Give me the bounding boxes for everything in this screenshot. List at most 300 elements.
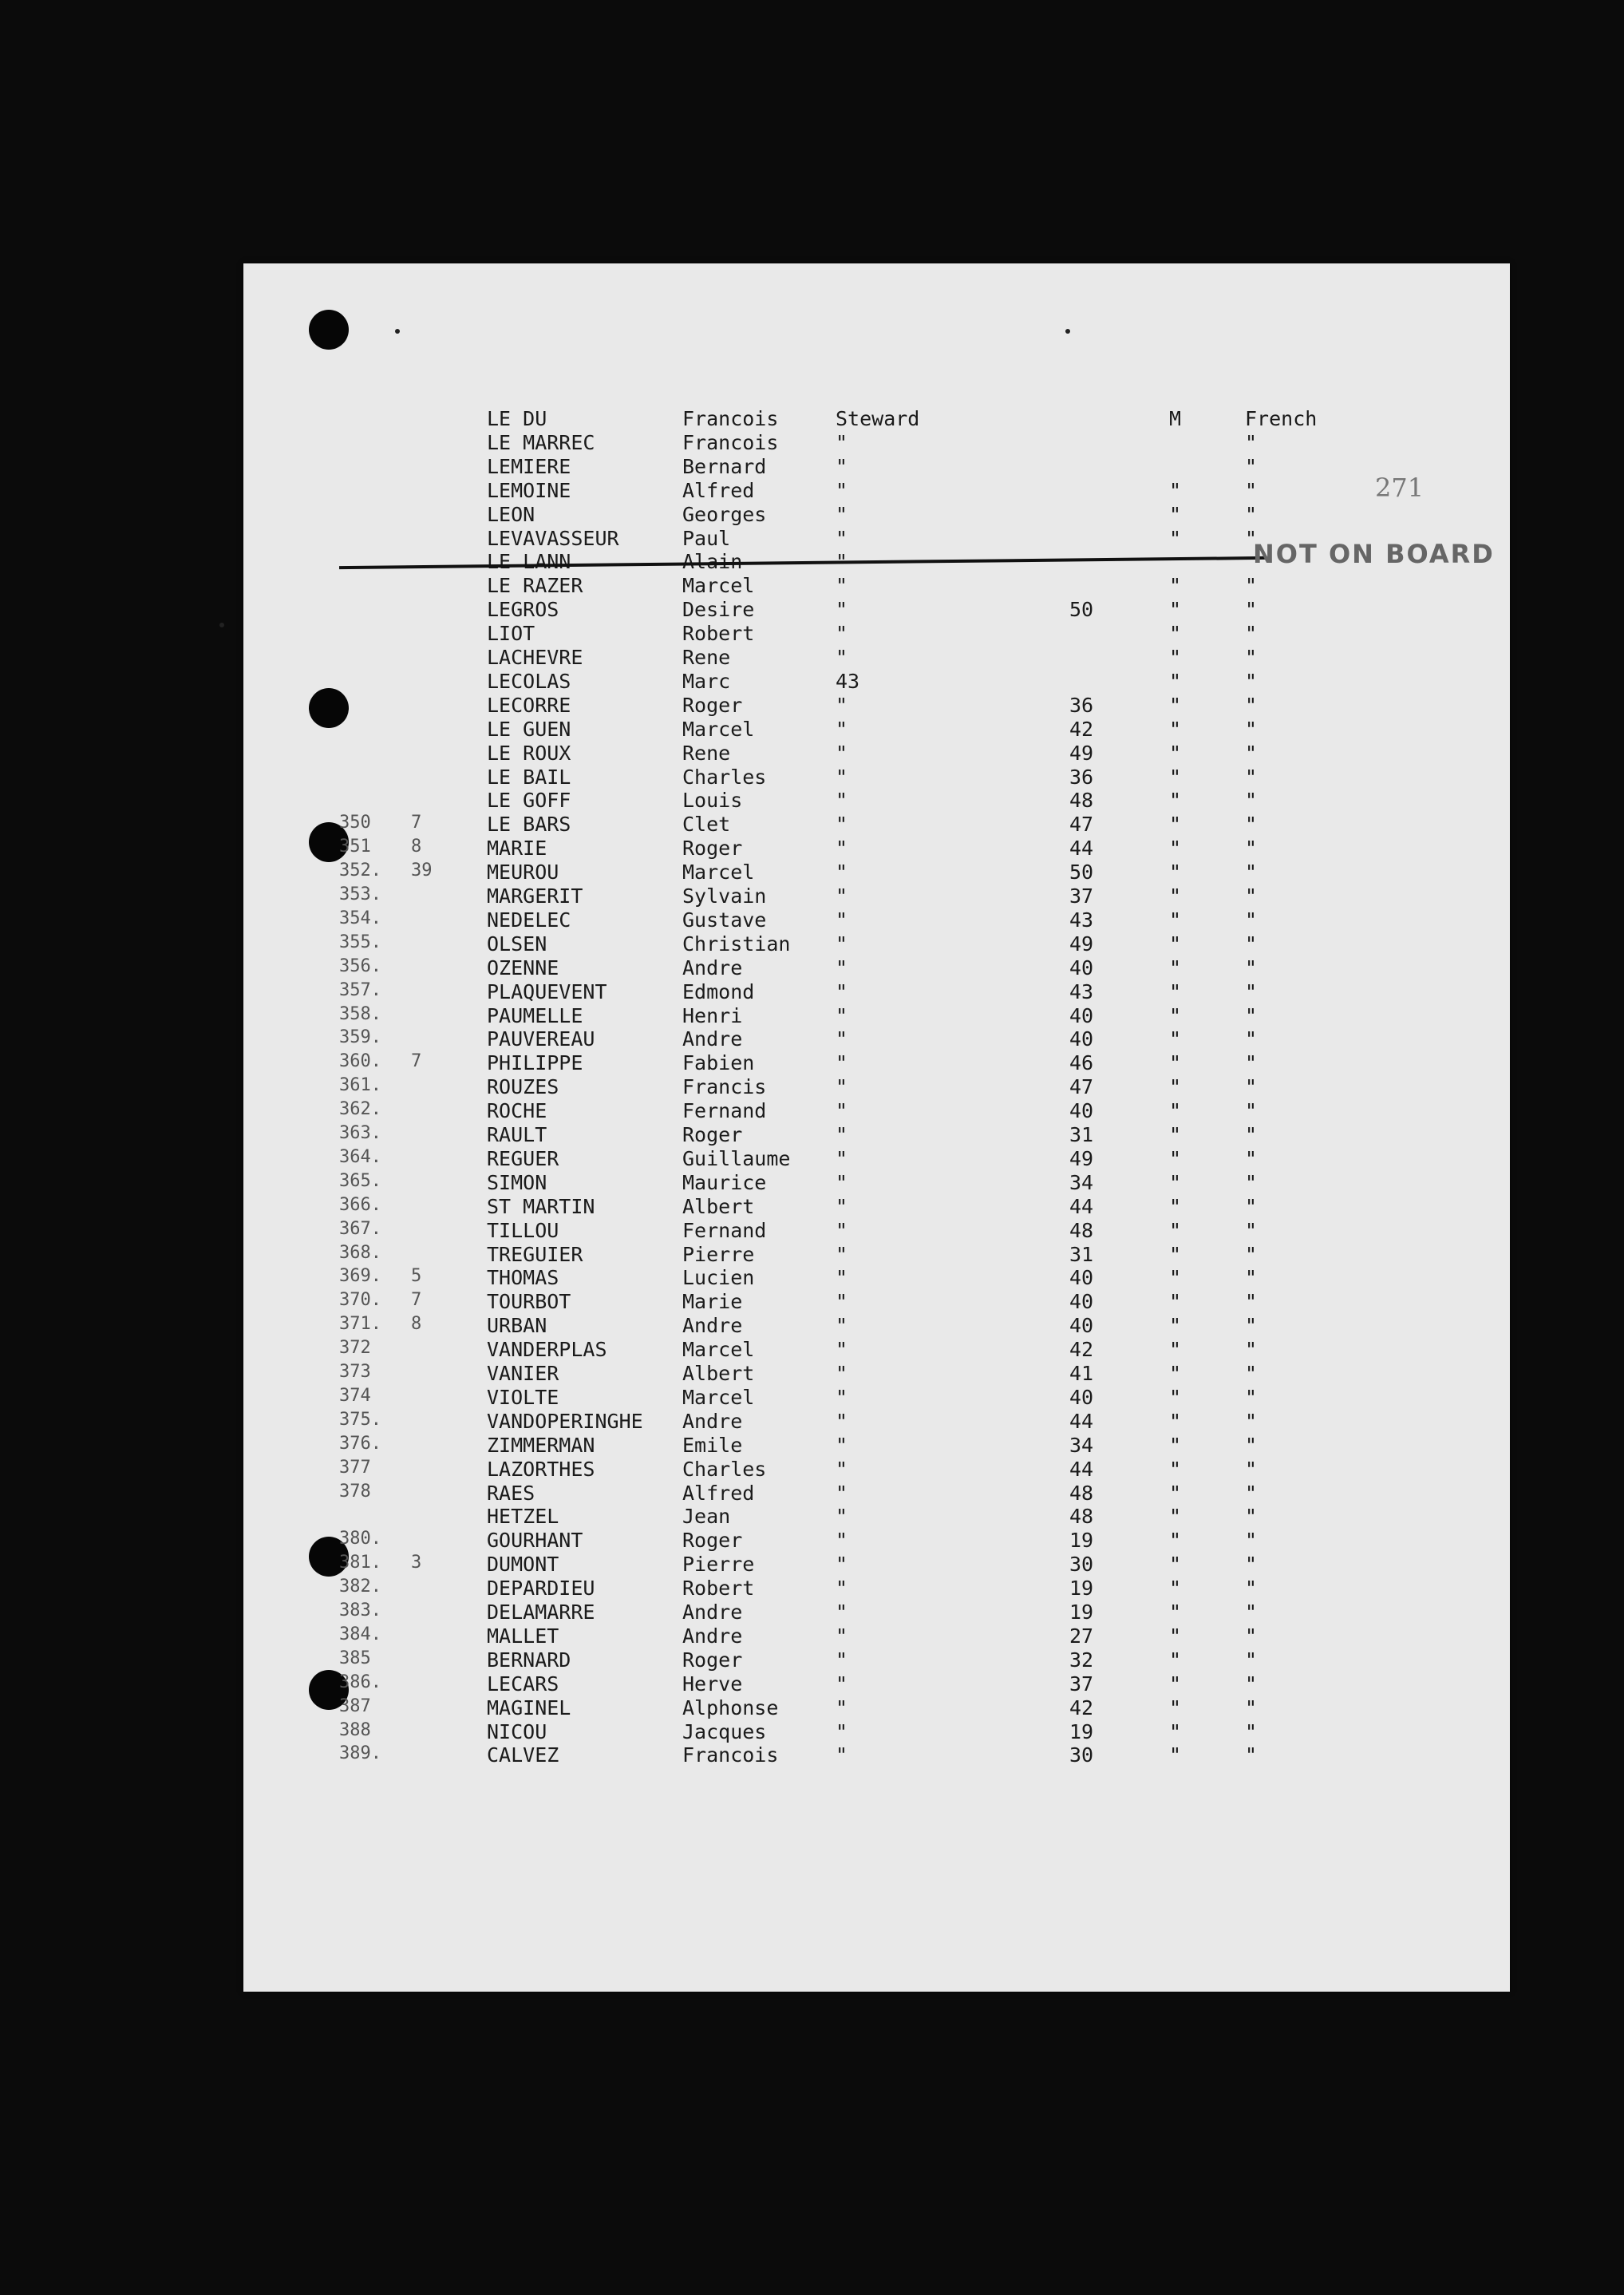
surname: ROCHE bbox=[487, 1099, 547, 1123]
sex: " bbox=[1169, 1051, 1182, 1075]
surname: LEON bbox=[487, 502, 535, 526]
list-row bbox=[243, 1171, 1510, 1194]
sex: M bbox=[1169, 407, 1182, 430]
list-row bbox=[243, 837, 1510, 860]
entry-number: 363. bbox=[339, 1123, 381, 1143]
occupation: " bbox=[836, 1696, 848, 1719]
age: 27 bbox=[1069, 1624, 1094, 1648]
surname: LE LANN bbox=[487, 550, 571, 574]
entry-number: 360. bbox=[339, 1051, 381, 1072]
occupation: " bbox=[836, 1051, 848, 1075]
first-name: Marcel bbox=[682, 861, 755, 884]
entry-number: 358. bbox=[339, 1003, 381, 1024]
occupation: " bbox=[836, 430, 848, 454]
nationality: " bbox=[1245, 979, 1258, 1003]
nationality: " bbox=[1245, 717, 1258, 741]
age: 40 bbox=[1069, 1003, 1094, 1027]
surname: DELAMARRE bbox=[487, 1601, 595, 1624]
entry-number: 361. bbox=[339, 1075, 381, 1096]
entry-number: 350 bbox=[339, 813, 371, 833]
occupation: " bbox=[836, 1290, 848, 1314]
age: 44 bbox=[1069, 1409, 1094, 1433]
first-name: Lucien bbox=[682, 1266, 755, 1290]
nationality: " bbox=[1245, 1433, 1258, 1457]
list-row bbox=[243, 1505, 1510, 1528]
surname: VIOLTE bbox=[487, 1385, 559, 1409]
entry-number: 359. bbox=[339, 1027, 381, 1048]
first-name: Bernard bbox=[682, 454, 767, 478]
list-row bbox=[243, 1648, 1510, 1672]
list-row bbox=[243, 1290, 1510, 1313]
nationality: " bbox=[1245, 693, 1258, 717]
first-name: Robert bbox=[682, 1577, 755, 1601]
entry-number: 368. bbox=[339, 1242, 381, 1263]
list-row bbox=[243, 1672, 1510, 1696]
entry-number: 374 bbox=[339, 1385, 371, 1406]
list-row bbox=[243, 431, 1510, 454]
occupation: " bbox=[836, 478, 848, 502]
first-name: Fabien bbox=[682, 1051, 755, 1075]
sex: " bbox=[1169, 1696, 1182, 1719]
sex: " bbox=[1169, 1577, 1182, 1601]
first-name: Jean bbox=[682, 1505, 731, 1529]
list-row bbox=[243, 1410, 1510, 1433]
sex: " bbox=[1169, 1170, 1182, 1194]
surname: LE GOFF bbox=[487, 789, 571, 813]
sex: " bbox=[1169, 813, 1182, 837]
sex: " bbox=[1169, 669, 1182, 693]
sex: " bbox=[1169, 1624, 1182, 1648]
list-row bbox=[243, 884, 1510, 908]
nationality: " bbox=[1245, 1529, 1258, 1553]
first-name: Jacques bbox=[682, 1719, 767, 1743]
first-name: Andre bbox=[682, 956, 743, 979]
surname: LACHEVRE bbox=[487, 646, 583, 669]
sex: " bbox=[1169, 1743, 1182, 1767]
surname: ROUZES bbox=[487, 1075, 559, 1099]
sex: " bbox=[1169, 574, 1182, 598]
occupation: " bbox=[836, 1433, 848, 1457]
list-row bbox=[243, 813, 1510, 836]
nationality: " bbox=[1245, 1648, 1258, 1672]
list-row bbox=[243, 932, 1510, 956]
nationality: " bbox=[1245, 502, 1258, 526]
list-row bbox=[243, 718, 1510, 741]
surname: MARGERIT bbox=[487, 884, 583, 908]
sex: " bbox=[1169, 956, 1182, 979]
sex: " bbox=[1169, 478, 1182, 502]
entry-number: 377 bbox=[339, 1457, 371, 1478]
list-row bbox=[243, 1314, 1510, 1337]
surname: LE BARS bbox=[487, 813, 571, 837]
nationality: " bbox=[1245, 478, 1258, 502]
age: 49 bbox=[1069, 932, 1094, 956]
sex: " bbox=[1169, 598, 1182, 622]
occupation: " bbox=[836, 1075, 848, 1099]
sex: " bbox=[1169, 1529, 1182, 1553]
surname: LE MARREC bbox=[487, 430, 595, 454]
list-row bbox=[243, 622, 1510, 645]
list-row bbox=[243, 670, 1510, 693]
entry-number: 370. bbox=[339, 1290, 381, 1311]
nationality: " bbox=[1245, 1123, 1258, 1146]
nationality: " bbox=[1245, 789, 1258, 813]
list-row bbox=[243, 1195, 1510, 1218]
nationality: " bbox=[1245, 1481, 1258, 1505]
first-name: Henri bbox=[682, 1003, 743, 1027]
surname: LE DU bbox=[487, 407, 547, 430]
nationality: " bbox=[1245, 1290, 1258, 1314]
surname: MARIE bbox=[487, 837, 547, 861]
entry-number: 372 bbox=[339, 1338, 371, 1359]
entry-number: 389. bbox=[339, 1743, 381, 1764]
nationality: " bbox=[1245, 454, 1258, 478]
nationality: " bbox=[1245, 1505, 1258, 1529]
nationality: " bbox=[1245, 526, 1258, 550]
entry-number: 354. bbox=[339, 908, 381, 928]
first-name: Paul bbox=[682, 526, 731, 550]
occupation: " bbox=[836, 1266, 848, 1290]
sex: " bbox=[1169, 932, 1182, 956]
first-name: Andre bbox=[682, 1624, 743, 1648]
age: 48 bbox=[1069, 1218, 1094, 1242]
nationality: " bbox=[1245, 1218, 1258, 1242]
first-name: Andre bbox=[682, 1314, 743, 1338]
first-name: Emile bbox=[682, 1433, 743, 1457]
sex: " bbox=[1169, 741, 1182, 765]
entry-number: 369. bbox=[339, 1266, 381, 1287]
nationality: " bbox=[1245, 956, 1258, 979]
age: 50 bbox=[1069, 598, 1094, 622]
nationality: " bbox=[1245, 908, 1258, 932]
entry-number: 353. bbox=[339, 884, 381, 904]
nationality: " bbox=[1245, 837, 1258, 861]
entry-number: 356. bbox=[339, 956, 381, 976]
age: 50 bbox=[1069, 861, 1094, 884]
occupation: Steward bbox=[836, 407, 920, 430]
entry-number: 352. bbox=[339, 861, 381, 881]
occupation: " bbox=[836, 574, 848, 598]
nationality: " bbox=[1245, 1338, 1258, 1362]
first-name: Louis bbox=[682, 789, 743, 813]
list-row bbox=[243, 694, 1510, 717]
sex: " bbox=[1169, 1003, 1182, 1027]
nationality: " bbox=[1245, 1409, 1258, 1433]
sequence-mark: 5 bbox=[411, 1266, 422, 1287]
age: 42 bbox=[1069, 717, 1094, 741]
occupation: " bbox=[836, 1146, 848, 1170]
list-row bbox=[243, 956, 1510, 979]
first-name: Albert bbox=[682, 1362, 755, 1385]
nationality: " bbox=[1245, 1170, 1258, 1194]
age: 19 bbox=[1069, 1601, 1094, 1624]
list-row bbox=[243, 407, 1510, 430]
first-name: Roger bbox=[682, 693, 743, 717]
occupation: " bbox=[836, 932, 848, 956]
sex: " bbox=[1169, 1290, 1182, 1314]
nationality: " bbox=[1245, 1003, 1258, 1027]
entry-number: 388 bbox=[339, 1719, 371, 1740]
sex: " bbox=[1169, 1194, 1182, 1218]
sex: " bbox=[1169, 1409, 1182, 1433]
age: 40 bbox=[1069, 1266, 1094, 1290]
nationality: " bbox=[1245, 574, 1258, 598]
surname: LEMOINE bbox=[487, 478, 571, 502]
surname: NICOU bbox=[487, 1719, 547, 1743]
sex: " bbox=[1169, 693, 1182, 717]
first-name: Fernand bbox=[682, 1099, 767, 1123]
list-row bbox=[243, 1099, 1510, 1122]
age: 47 bbox=[1069, 1075, 1094, 1099]
surname: HETZEL bbox=[487, 1505, 559, 1529]
surname: TILLOU bbox=[487, 1218, 559, 1242]
list-row bbox=[243, 908, 1510, 932]
sex: " bbox=[1169, 1481, 1182, 1505]
entry-number: 375. bbox=[339, 1409, 381, 1430]
entry-number: 385 bbox=[339, 1648, 371, 1668]
nationality: French bbox=[1245, 407, 1318, 430]
occupation: " bbox=[836, 1743, 848, 1767]
sex: " bbox=[1169, 837, 1182, 861]
list-row bbox=[243, 789, 1510, 812]
nationality: " bbox=[1245, 1075, 1258, 1099]
occupation: " bbox=[836, 1338, 848, 1362]
sex: " bbox=[1169, 1338, 1182, 1362]
age: 47 bbox=[1069, 813, 1094, 837]
occupation: " bbox=[836, 1529, 848, 1553]
first-name: Desire bbox=[682, 598, 755, 622]
sex: " bbox=[1169, 979, 1182, 1003]
surname: LE BAIL bbox=[487, 765, 571, 789]
list-row bbox=[243, 1075, 1510, 1098]
surname: VANDOPERINGHE bbox=[487, 1409, 643, 1433]
age: 37 bbox=[1069, 1672, 1094, 1696]
nationality: " bbox=[1245, 1457, 1258, 1481]
sex: " bbox=[1169, 1242, 1182, 1266]
sex: " bbox=[1169, 1075, 1182, 1099]
first-name: Francois bbox=[682, 430, 779, 454]
nationality: " bbox=[1245, 1601, 1258, 1624]
list-row bbox=[243, 1720, 1510, 1743]
nationality: " bbox=[1245, 622, 1258, 646]
surname: LAZORTHES bbox=[487, 1457, 595, 1481]
surname: URBAN bbox=[487, 1314, 547, 1338]
age: 19 bbox=[1069, 1719, 1094, 1743]
sex: " bbox=[1169, 1433, 1182, 1457]
list-row bbox=[243, 1243, 1510, 1266]
surname: RAES bbox=[487, 1481, 535, 1505]
first-name: Charles bbox=[682, 765, 767, 789]
list-row bbox=[243, 1743, 1510, 1767]
sex: " bbox=[1169, 765, 1182, 789]
sequence-mark: 7 bbox=[411, 1290, 422, 1311]
occupation: " bbox=[836, 1672, 848, 1696]
surname: LECORRE bbox=[487, 693, 571, 717]
surname: GOURHANT bbox=[487, 1529, 583, 1553]
surname: PAUMELLE bbox=[487, 1003, 583, 1027]
nationality: " bbox=[1245, 1624, 1258, 1648]
first-name: Marcel bbox=[682, 574, 755, 598]
entry-number: 381. bbox=[339, 1553, 381, 1573]
surname: LE RAZER bbox=[487, 574, 583, 598]
age: 36 bbox=[1069, 765, 1094, 789]
entry-number: 387 bbox=[339, 1696, 371, 1716]
first-name: Marcel bbox=[682, 717, 755, 741]
surname: DUMONT bbox=[487, 1553, 559, 1577]
occupation: " bbox=[836, 1170, 848, 1194]
entry-number: 382. bbox=[339, 1577, 381, 1597]
list-row bbox=[243, 598, 1510, 621]
entry-number: 380. bbox=[339, 1529, 381, 1549]
nationality: " bbox=[1245, 1266, 1258, 1290]
age: 49 bbox=[1069, 1146, 1094, 1170]
nationality: " bbox=[1245, 1553, 1258, 1577]
nationality: " bbox=[1245, 1051, 1258, 1075]
surname: OZENNE bbox=[487, 956, 559, 979]
age: 32 bbox=[1069, 1648, 1094, 1672]
nationality: " bbox=[1245, 1385, 1258, 1409]
occupation: " bbox=[836, 1577, 848, 1601]
age: 40 bbox=[1069, 1027, 1094, 1051]
age: 40 bbox=[1069, 1290, 1094, 1314]
age: 49 bbox=[1069, 741, 1094, 765]
list-row bbox=[243, 1338, 1510, 1361]
first-name: Pierre bbox=[682, 1553, 755, 1577]
first-name: Georges bbox=[682, 502, 767, 526]
entry-number: 366. bbox=[339, 1194, 381, 1215]
occupation: " bbox=[836, 813, 848, 837]
surname: LECOLAS bbox=[487, 669, 571, 693]
sex: " bbox=[1169, 1457, 1182, 1481]
age: 43 bbox=[1069, 908, 1094, 932]
first-name: Roger bbox=[682, 837, 743, 861]
sex: " bbox=[1169, 789, 1182, 813]
surname: LEVAVASSEUR bbox=[487, 526, 619, 550]
list-row bbox=[243, 742, 1510, 765]
occupation: " bbox=[836, 1314, 848, 1338]
age: 19 bbox=[1069, 1529, 1094, 1553]
entry-number: 383. bbox=[339, 1601, 381, 1620]
first-name: Andre bbox=[682, 1027, 743, 1051]
occupation: " bbox=[836, 789, 848, 813]
occupation: " bbox=[836, 1123, 848, 1146]
nationality: " bbox=[1245, 1099, 1258, 1123]
document-page bbox=[243, 263, 1510, 1992]
first-name: Charles bbox=[682, 1457, 767, 1481]
speck bbox=[395, 329, 400, 334]
list-row bbox=[243, 1696, 1510, 1719]
age: 36 bbox=[1069, 693, 1094, 717]
surname: OLSEN bbox=[487, 932, 547, 956]
nationality: " bbox=[1245, 813, 1258, 837]
sex: " bbox=[1169, 1362, 1182, 1385]
occupation: " bbox=[836, 717, 848, 741]
sex: " bbox=[1169, 908, 1182, 932]
list-row bbox=[243, 1219, 1510, 1242]
entry-number: 355. bbox=[339, 932, 381, 952]
age: 41 bbox=[1069, 1362, 1094, 1385]
surname: RAULT bbox=[487, 1123, 547, 1146]
list-row bbox=[243, 503, 1510, 526]
entry-number: 376. bbox=[339, 1433, 381, 1454]
sex: " bbox=[1169, 1553, 1182, 1577]
first-name: Gustave bbox=[682, 908, 767, 932]
list-row bbox=[243, 1601, 1510, 1624]
surname: MALLET bbox=[487, 1624, 559, 1648]
age: 44 bbox=[1069, 837, 1094, 861]
entry-number: 378 bbox=[339, 1481, 371, 1502]
occupation: " bbox=[836, 979, 848, 1003]
list-row bbox=[243, 455, 1510, 478]
first-name: Francois bbox=[682, 1743, 779, 1767]
surname: THOMAS bbox=[487, 1266, 559, 1290]
first-name: Andre bbox=[682, 1409, 743, 1433]
occupation: " bbox=[836, 1003, 848, 1027]
entry-number: 367. bbox=[339, 1218, 381, 1239]
occupation: " bbox=[836, 693, 848, 717]
surname: ZIMMERMAN bbox=[487, 1433, 595, 1457]
age: 40 bbox=[1069, 1385, 1094, 1409]
age: 30 bbox=[1069, 1743, 1094, 1767]
first-name: Clet bbox=[682, 813, 731, 837]
occupation: " bbox=[836, 1457, 848, 1481]
nationality: " bbox=[1245, 884, 1258, 908]
first-name: Albert bbox=[682, 1194, 755, 1218]
occupation: " bbox=[836, 598, 848, 622]
sex: " bbox=[1169, 717, 1182, 741]
first-name: Andre bbox=[682, 1601, 743, 1624]
speck bbox=[1065, 329, 1070, 334]
nationality: " bbox=[1245, 1242, 1258, 1266]
first-name: Roger bbox=[682, 1648, 743, 1672]
surname: PHILIPPE bbox=[487, 1051, 583, 1075]
surname: NEDELEC bbox=[487, 908, 571, 932]
age: 42 bbox=[1069, 1696, 1094, 1719]
age: 43 bbox=[1069, 979, 1094, 1003]
list-row bbox=[243, 1147, 1510, 1170]
occupation: " bbox=[836, 1719, 848, 1743]
list-row bbox=[243, 1051, 1510, 1074]
sequence-mark: 7 bbox=[411, 813, 422, 833]
surname: ST MARTIN bbox=[487, 1194, 595, 1218]
list-row bbox=[243, 1123, 1510, 1146]
occupation: " bbox=[836, 454, 848, 478]
sex: " bbox=[1169, 1648, 1182, 1672]
occupation: " bbox=[836, 1194, 848, 1218]
speck bbox=[219, 623, 224, 627]
sex: " bbox=[1169, 502, 1182, 526]
occupation: 43 bbox=[836, 669, 860, 693]
occupation: " bbox=[836, 861, 848, 884]
list-row bbox=[243, 766, 1510, 789]
surname: LECARS bbox=[487, 1672, 559, 1696]
occupation: " bbox=[836, 1481, 848, 1505]
age: 44 bbox=[1069, 1457, 1094, 1481]
first-name: Roger bbox=[682, 1123, 743, 1146]
page-number: 271 bbox=[1375, 473, 1424, 503]
age: 19 bbox=[1069, 1577, 1094, 1601]
surname: REGUER bbox=[487, 1146, 559, 1170]
occupation: " bbox=[836, 884, 848, 908]
age: 42 bbox=[1069, 1338, 1094, 1362]
occupation: " bbox=[836, 1385, 848, 1409]
surname: CALVEZ bbox=[487, 1743, 559, 1767]
age: 48 bbox=[1069, 789, 1094, 813]
first-name: Christian bbox=[682, 932, 791, 956]
entry-number: 371. bbox=[339, 1314, 381, 1335]
first-name: Francis bbox=[682, 1075, 767, 1099]
sex: " bbox=[1169, 1601, 1182, 1624]
